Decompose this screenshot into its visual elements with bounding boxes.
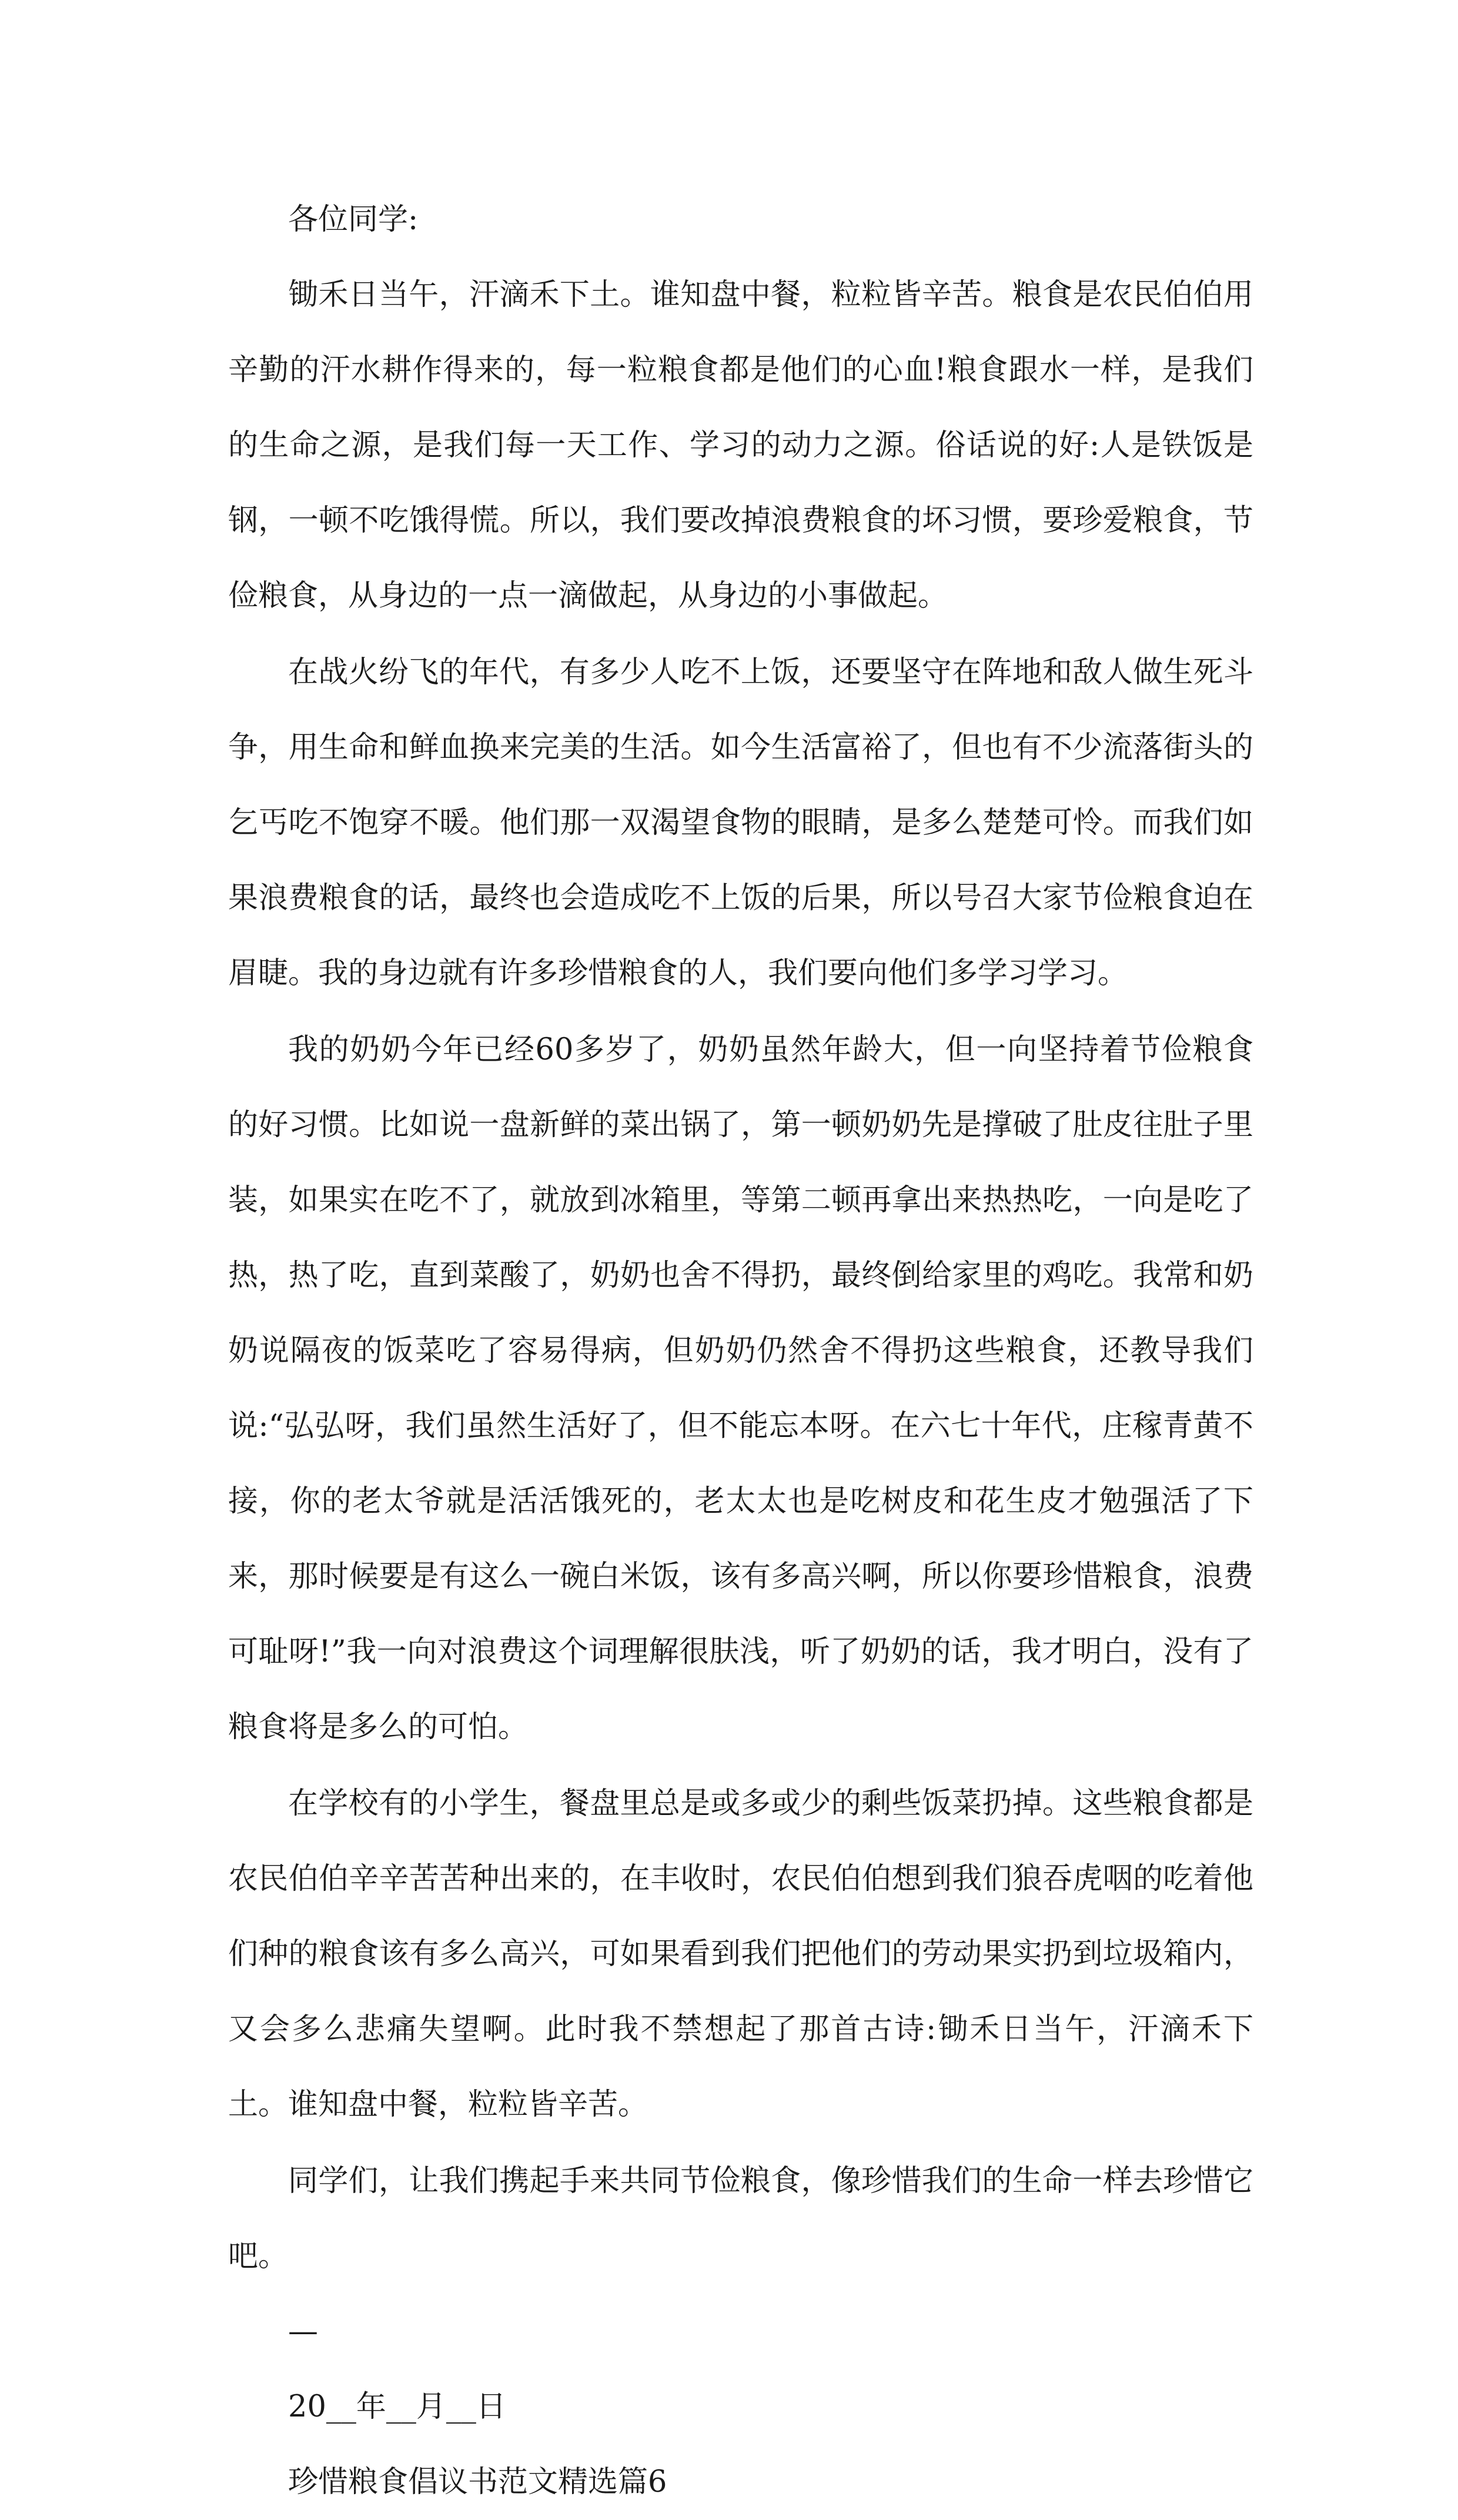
- next-section-title: 珍惜粮食倡议书范文精选篇6: [288, 2465, 667, 2499]
- document-body: [228, 182, 1253, 2520]
- paragraph-2: 在战火纷飞的年代，有多少人吃不上饭，还要坚守在阵地和敌人做生死斗争，用生命和鲜血换来完美的生活。如今生活富裕了，但也有不少流落街头的乞丐吃不饱穿不暖。他们那一双渴望食物的眼睛，是多么楚楚可怜。而我们如果浪费粮食的话，最终也会造成吃不上饭的后果，所以号召大家节俭粮食迫在眉睫。我的身边就有许多珍惜粮食的人，我们要向他们多学习学习。: [228, 655, 1253, 991]
- paragraph-4: 在学校有的小学生，餐盘里总是或多或少的剩些饭菜扔掉。这些粮食都是农民伯伯辛辛苦苦种出来的，在丰收时，农民伯伯想到我们狼吞虎咽的吃着他们种的粮食该有多么高兴，可如果看到我们把他们的劳动果实扔到垃圾箱内，又会多么悲痛失望啊。此时我不禁想起了那首古诗:锄禾日当午，汗滴禾下土。谁知盘中餐，粒粒皆辛苦。: [228, 1786, 1253, 2122]
- paragraph-5: 同学们，让我们携起手来共同节俭粮食，像珍惜我们的生命一样去珍惜它吧。: [228, 2164, 1253, 2274]
- signature-line: —: [288, 2314, 318, 2349]
- paragraph-3: 我的奶奶今年已经60多岁了，奶奶虽然年龄大，但一向坚持着节俭粮食的好习惯。比如说一盘新鲜的菜出锅了，第一顿奶奶先是撑破了肚皮往肚子里装，如果实在吃不了，就放到冰箱里，等第二顿再拿出来热热吃，一向是吃了热，热了吃，直到菜酸了，奶奶也舍不得扔，最终倒给家里的鸡吃。我常和奶奶说隔夜的饭菜吃了容易得病，但奶奶仍然舍不得扔这些粮食，还教导我们说:“弘弘呀，我们虽然生活好了，但不能忘本呀。在六七十年代，庄稼青黄不接，你的老太爷就是活活饿死的，老太太也是吃树皮和花生皮才勉强活了下来，那时候要是有这么一碗白米饭，该有多高兴啊，所以你要珍惜粮食，浪费可耻呀!”我一向对浪费这个词理解很肤浅，听了奶奶的话，我才明白，没有了粮食将是多么的可怕。: [228, 1032, 1253, 1744]
- salutation: 各位同学:: [288, 202, 419, 237]
- paragraph-1: 锄禾日当午，汗滴禾下土。谁知盘中餐，粒粒皆辛苦。粮食是农民伯伯用辛勤的汗水耕作得来的，每一粒粮食都是他们的心血!粮食跟水一样，是我们的生命之源，是我们每一天工作、学习的动力之源。俗话说的好:人是铁饭是钢，一顿不吃饿得慌。所以，我们要改掉浪费粮食的坏习惯，要珍爱粮食，节俭粮食，从身边的一点一滴做起，从身边的小事做起。: [228, 278, 1253, 613]
- date-line: 20__年__月__日: [288, 2389, 506, 2424]
